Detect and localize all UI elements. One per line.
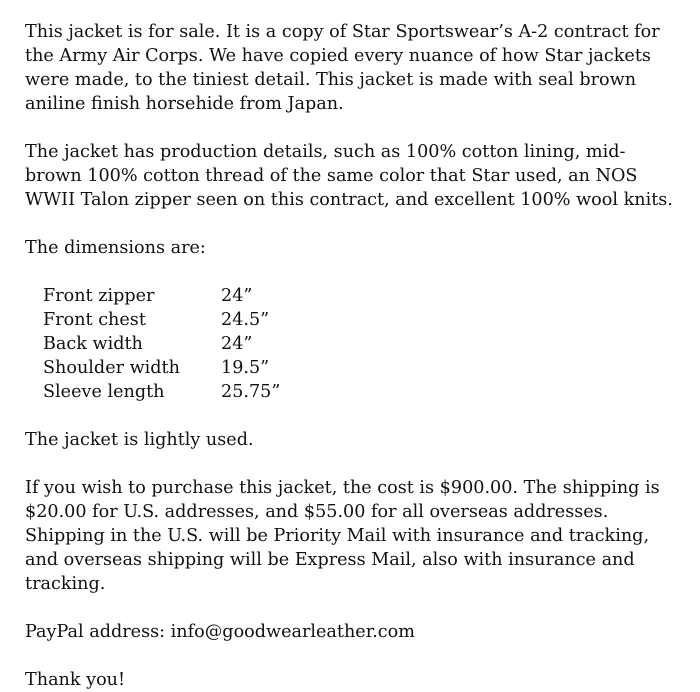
thank-you-text: Thank you!: [25, 670, 126, 690]
details-paragraph: The jacket has production details, such as 100% cotton lining, mid-brown 100% cotton thread of the same color that Star used, an NOS WWII Talon zipper seen on this contract, and excellent 100% wool knits.: [25, 142, 673, 210]
dimension-value: 19.5”: [221, 358, 270, 378]
dimension-row: [43, 332, 280, 356]
pricing-paragraph: If you wish to purchase this jacket, the cost is $900.00. The shipping is $20.00 for U.S. addresses, and $55.00 for all overseas addresses. Shipping in the U.S. will be Priority Mail with insurance and tracking, and overseas shipping will be Express Mail, also with insurance and tracking.: [25, 478, 660, 594]
dimension-label: Front chest: [43, 310, 146, 330]
dimension-row: [43, 308, 280, 332]
dimension-label: Shoulder width: [43, 358, 180, 378]
dimension-value: 25.75”: [221, 382, 281, 402]
dimension-label: Back width: [43, 334, 143, 354]
intro-paragraph: This jacket is for sale. It is a copy of Star Sportswear’s A-2 contract for the Army Air Corps. We have copied every nuance of how Star jackets were made, to the tiniest detail. This jacket is made with seal brown aniline finish horsehide from Japan.: [25, 22, 660, 114]
dimension-label: Front zipper: [43, 286, 155, 306]
dimension-row: [43, 356, 280, 380]
dimension-row: [43, 380, 280, 404]
dimensions-intro: The dimensions are:: [25, 238, 206, 258]
dimension-label: Sleeve length: [43, 382, 165, 402]
condition-paragraph: The jacket is lightly used.: [25, 430, 254, 450]
dimension-row: [43, 284, 280, 308]
dimension-value: 24”: [221, 286, 253, 306]
paypal-address: PayPal address: info@goodwearleather.com: [25, 622, 415, 642]
dimensions-table: [43, 284, 280, 404]
dimension-value: 24”: [221, 334, 253, 354]
dimension-value: 24.5”: [221, 310, 270, 330]
